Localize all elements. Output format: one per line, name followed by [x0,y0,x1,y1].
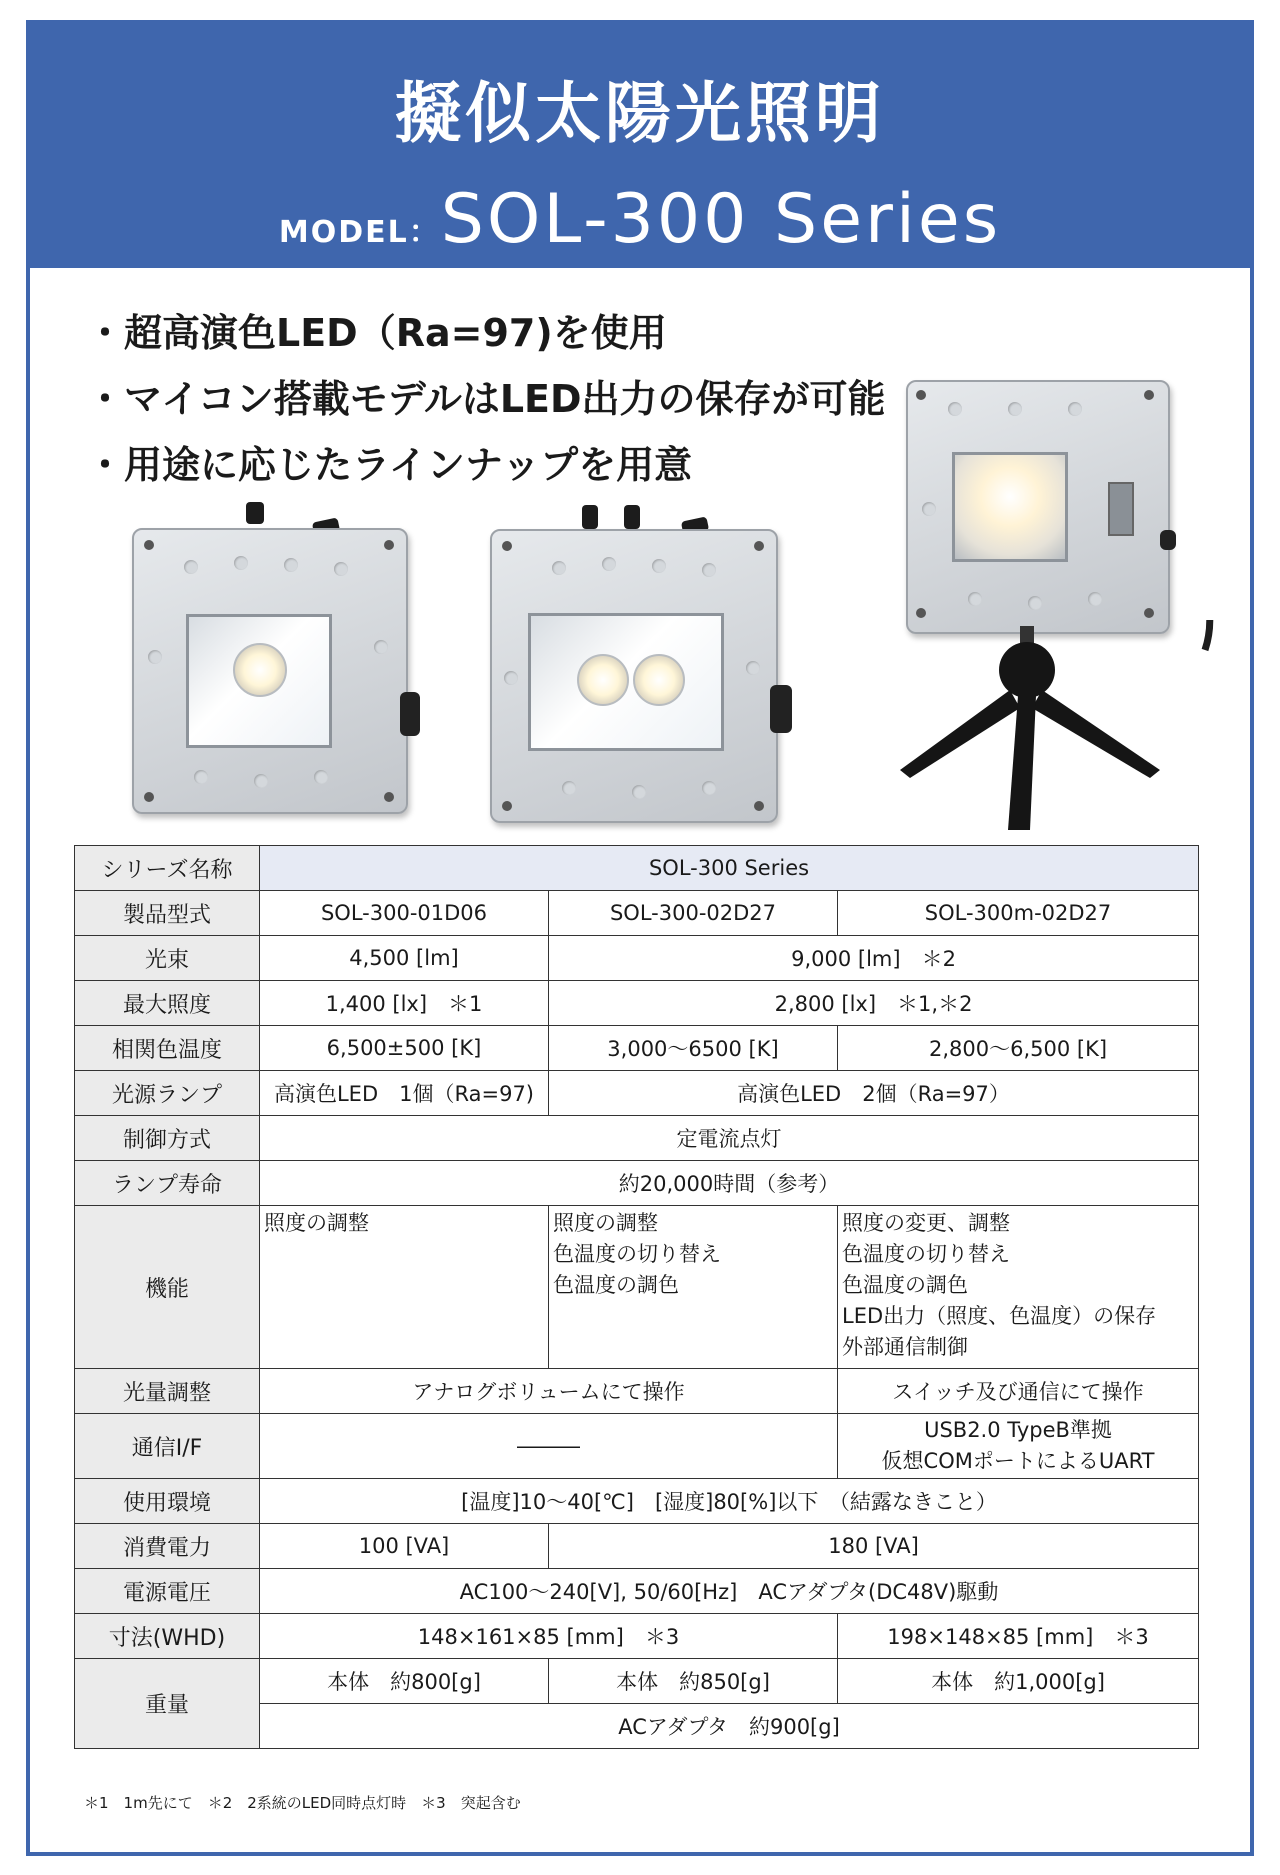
table-cell: 3,000～6500 [K] [549,1026,838,1071]
knob-icon [246,502,264,524]
table-row [75,1659,1199,1704]
table-cell: SOL-300-01D06 [260,891,549,936]
table-cell: 6,500±500 [K] [260,1026,549,1071]
row-label: 電源電圧 [75,1569,260,1614]
table-cell: SOL-300 Series [260,846,1199,891]
table-cell: 本体 約1,000[g] [838,1659,1199,1704]
table-cell: 高演色LED 2個（Ra=97） [549,1071,1199,1116]
table-row [75,891,1199,936]
table-row [75,1369,1199,1414]
function-item: 照度の調整 [264,1211,369,1235]
function-item: 外部通信制御 [842,1335,968,1359]
table-cell: 4,500 [lm] [260,936,549,981]
knob-icon [582,505,598,529]
row-label: 光源ランプ [75,1071,260,1116]
table-row [75,1116,1199,1161]
table-cell: 本体 約800[g] [260,1659,549,1704]
header-banner [26,20,1254,268]
table-cell: ――― [260,1414,838,1479]
table-cell: [温度]10～40[℃] [湿度]80[%]以下 （結露なきこと） [260,1479,1199,1524]
row-label: 製品型式 [75,891,260,936]
led-icon [577,654,629,706]
light-window [528,613,724,751]
led-icon [633,654,685,706]
table-cell: 1,400 [lx] ＊1 [260,981,549,1026]
row-label: 光量調整 [75,1369,260,1414]
table-row [75,1414,1199,1479]
table-cell: 高演色LED 1個（Ra=97) [260,1071,549,1116]
table-row [75,1071,1199,1116]
product-photo-dual-led [486,505,796,825]
knob-icon [624,505,640,529]
table-cell: 198×148×85 [mm] ＊3 [838,1614,1199,1659]
light-window [186,614,332,748]
table-cell: 180 [VA] [549,1524,1199,1569]
table-row [75,1206,1199,1369]
table-row [75,846,1199,891]
table-cell: 9,000 [lm] ＊2 [549,936,1199,981]
tripod-icon [880,620,1220,840]
table-row [75,1161,1199,1206]
comm-line: 仮想COMポートによるUART [881,1449,1155,1473]
table-cell: 2,800～6,500 [K] [838,1026,1199,1071]
comm-line: USB2.0 TypeB準拠 [924,1418,1112,1442]
table-cell: ACアダプタ 約900[g] [260,1704,1199,1749]
table-row [75,1524,1199,1569]
feature-item: ・超高演色LED（Ra=97)を使用 [86,311,667,355]
function-cell [549,1206,838,1369]
light-window [952,452,1068,562]
feature-item: ・マイコン搭載モデルはLED出力の保存が可能 [86,377,886,421]
lamp-housing [906,380,1170,634]
led-icon [233,643,287,697]
spec-table [74,845,1199,1749]
row-label: 光束 [75,936,260,981]
row-label: 制御方式 [75,1116,260,1161]
cable-icon [770,685,792,733]
function-item: 照度の変更、調整 [842,1211,1010,1235]
model-name: SOL-300 Series [440,180,1002,259]
table-cell: AC100～240[V], 50/60[Hz] ACアダプタ(DC48V)駆動 [260,1569,1199,1614]
table-cell: 100 [VA] [260,1524,549,1569]
table-cell: 2,800 [lx] ＊1,＊2 [549,981,1199,1026]
table-cell: 約20,000時間（参考） [260,1161,1199,1206]
cable-icon [400,692,420,736]
table-row [75,1479,1199,1524]
row-label: 使用環境 [75,1479,260,1524]
feature-item: ・用途に応じたラインナップを用意 [86,443,693,487]
table-cell [838,1414,1199,1479]
row-label: シリーズ名称 [75,846,260,891]
table-cell: スイッチ及び通信にて操作 [838,1369,1199,1414]
function-item: 色温度の切り替え [553,1242,721,1266]
lamp-housing [132,528,408,814]
table-row [75,936,1199,981]
function-item: LED出力（照度、色温度）の保存 [842,1304,1157,1328]
function-item: 色温度の調色 [553,1273,679,1297]
table-cell: SOL-300-02D27 [549,891,838,936]
function-cell [260,1206,549,1369]
row-label: 機能 [75,1206,260,1369]
row-label: 消費電力 [75,1524,260,1569]
row-label: 重量 [75,1659,260,1749]
table-row [75,981,1199,1026]
model-line [26,180,1254,259]
table-row [75,1614,1199,1659]
footnote: ＊1 1m先にて ＊2 2系統のLED同時点灯時 ＊3 突起含む [84,1794,521,1812]
table-cell: 148×161×85 [mm] ＊3 [260,1614,838,1659]
table-cell: 本体 約850[g] [549,1659,838,1704]
table-row [75,1026,1199,1071]
cable-icon [1160,530,1176,550]
page-title: 擬似太陽光照明 [395,75,885,152]
row-label: 通信I/F [75,1414,260,1479]
table-cell: アナログボリュームにて操作 [260,1369,838,1414]
row-label: ランプ寿命 [75,1161,260,1206]
product-photo-tripod [880,380,1220,840]
function-item: 照度の調整 [553,1211,658,1235]
row-label: 相関色温度 [75,1026,260,1071]
model-prefix: MODEL： [278,215,441,250]
feature-list [86,300,886,498]
function-item: 色温度の調色 [842,1273,968,1297]
product-photo-single-led [128,502,418,822]
function-item: 色温度の切り替え [842,1242,1010,1266]
table-row [75,1569,1199,1614]
row-label: 寸法(WHD) [75,1614,260,1659]
table-cell: SOL-300m-02D27 [838,891,1199,936]
row-label: 最大照度 [75,981,260,1026]
lamp-housing [490,529,778,823]
function-cell [838,1206,1199,1369]
table-cell: 定電流点灯 [260,1116,1199,1161]
